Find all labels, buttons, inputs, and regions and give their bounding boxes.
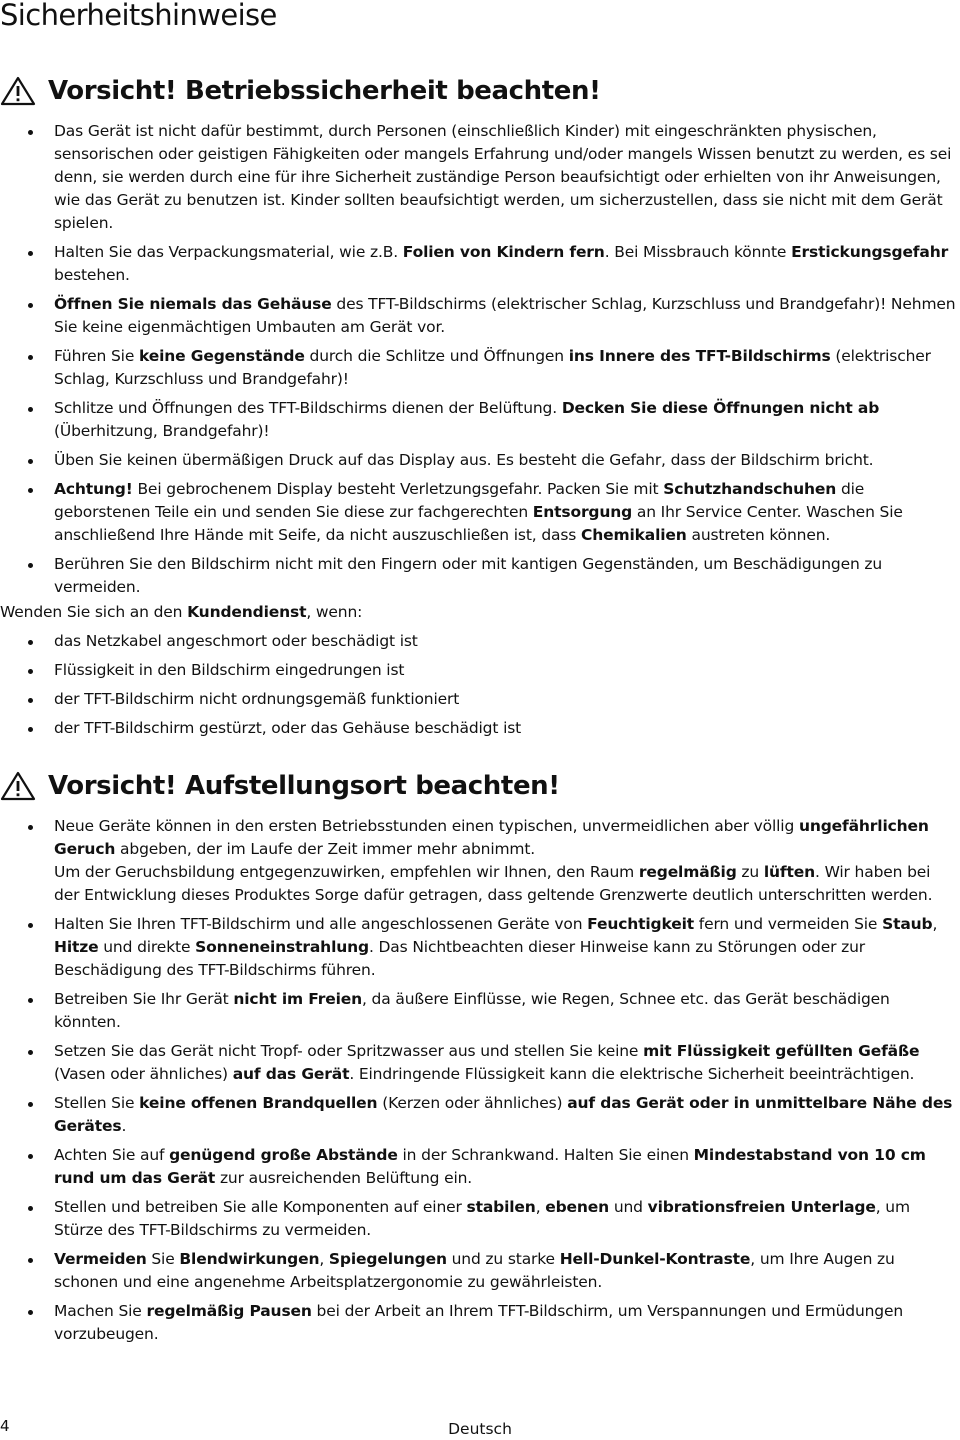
- body-text: an Ihr Service Center. Waschen Sie anschließend Ihre Hände mit Seife, da nicht auszuschließen ist, dass: [54, 503, 903, 544]
- emphasis-text: regelmäßig: [638, 863, 737, 881]
- emphasis-text: Decken Sie diese Öffnungen nicht ab: [561, 399, 880, 417]
- body-text: Berühren Sie den Bildschirm nicht mit den Fingern oder mit kantigen Gegenständen, um Beschädigungen zu vermeiden.: [54, 555, 883, 596]
- emphasis-text: Hitze: [54, 938, 99, 956]
- body-text: Achten Sie auf: [54, 1146, 170, 1164]
- body-text: bestehen.: [54, 266, 130, 284]
- bullet-item: [0, 293, 956, 339]
- body-text: .: [121, 1117, 127, 1135]
- body-text: die geborstenen Teile ein und senden Sie diese zur fachgerechten: [54, 480, 865, 521]
- bullet-item: [0, 1040, 956, 1086]
- body-text: austreten können.: [686, 526, 831, 544]
- emphasis-text: ungefährlichen Geruch: [54, 817, 929, 858]
- emphasis-text: vibrationsfreien Unterlage: [647, 1198, 876, 1216]
- body-text: . Wir haben bei der Entwicklung dieses Produktes Sorge dafür getragen, dass geltende Grenzwerte deutlich unterschritten werden.: [54, 863, 933, 904]
- warning-triangle-icon: [0, 771, 36, 801]
- body-text: (elektrischer Schlag, Kurzschluss und Brandgefahr)!: [54, 347, 931, 388]
- bullet-item: [0, 397, 956, 443]
- emphasis-text: stabilen: [466, 1198, 536, 1216]
- emphasis-text: Blendwirkungen: [179, 1250, 320, 1268]
- body-text: bei der Arbeit an Ihrem TFT-Bildschirm, um Verspannungen und Ermüdungen vorzubeugen.: [54, 1302, 904, 1343]
- body-text: Üben Sie keinen übermäßigen Druck auf das Display aus. Es besteht die Gefahr, dass der Bildschirm bricht.: [54, 451, 874, 469]
- body-text: und direkte: [98, 938, 196, 956]
- bullet-item: [0, 449, 956, 472]
- bullet-item: [0, 1092, 956, 1138]
- body-text: Bei gebrochenem Display besteht Verletzungsgefahr. Packen Sie mit: [132, 480, 664, 498]
- emphasis-text: lüften: [763, 863, 816, 881]
- page-number: 4: [0, 1417, 10, 1435]
- emphasis-text: Mindestabstand von 10 cm rund um das Gerät: [54, 1146, 926, 1187]
- emphasis-text: ebenen: [545, 1198, 610, 1216]
- body-text: Betreiben Sie Ihr Gerät: [54, 990, 234, 1008]
- body-text: . Bei Missbrauch könnte: [604, 243, 792, 261]
- body-text: , da äußere Einflüsse, wie Regen, Schnee etc. das Gerät beschädigen könnten.: [54, 990, 890, 1031]
- body-text: und zu starke: [446, 1250, 560, 1268]
- emphasis-text: auf das Gerät oder in unmittelbare Nähe des Gerätes: [54, 1094, 953, 1135]
- bullet-item: [0, 988, 956, 1034]
- body-text: Neue Geräte können in den ersten Betriebsstunden einen typischen, unvermeidlichen aber völlig: [54, 817, 799, 835]
- section-heading-betriebssicherheit: [0, 76, 601, 106]
- section-heading-text: Vorsicht! Betriebssicherheit beachten!: [48, 76, 601, 106]
- bullet-item: [0, 659, 956, 682]
- bullet-list: [0, 815, 956, 1346]
- body-text: zu: [736, 863, 764, 881]
- emphasis-text: Erstickungsgefahr: [791, 243, 949, 261]
- body-text: und: [609, 1198, 648, 1216]
- emphasis-text: Entsorgung: [532, 503, 633, 521]
- bullet-list: [0, 120, 956, 599]
- body-text: der TFT-Bildschirm nicht ordnungsgemäß funktioniert: [54, 690, 460, 708]
- bullet-item: [0, 1248, 956, 1294]
- footer-language: Deutsch: [448, 1420, 512, 1438]
- body-text: das Netzkabel angeschmort oder beschädigt ist: [54, 632, 418, 650]
- body-text: . Eindringende Flüssigkeit kann die elektrische Sicherheit beeinträchtigen.: [349, 1065, 915, 1083]
- body-text: , um Ihre Augen zu schonen und eine angenehme Arbeitsplatzergonomie zu gewährleisten.: [54, 1250, 895, 1291]
- body-text: (Kerzen oder ähnliches): [377, 1094, 568, 1112]
- body-text: Flüssigkeit in den Bildschirm eingedrungen ist: [54, 661, 405, 679]
- emphasis-text: Schutzhandschuhen: [663, 480, 837, 498]
- body-text: der TFT-Bildschirm gestürzt, oder das Gehäuse beschädigt ist: [54, 719, 522, 737]
- emphasis-text: keine offenen Brandquellen: [139, 1094, 378, 1112]
- body-text: Halten Sie Ihren TFT-Bildschirm und alle angeschlossenen Geräte von: [54, 915, 588, 933]
- bullet-item: [0, 120, 956, 235]
- customer-service-conditions-list: [0, 630, 956, 740]
- body-text: Schlitze und Öffnungen des TFT-Bildschirms dienen der Belüftung.: [54, 399, 562, 417]
- body-text: in der Schrankwand. Halten Sie einen: [397, 1146, 694, 1164]
- emphasis-text: ins Innere des TFT-Bildschirms: [568, 347, 831, 365]
- body-text: , wenn:: [306, 603, 363, 621]
- warning-triangle-icon: [0, 76, 36, 106]
- bullet-item: [0, 717, 956, 740]
- bullet-item: [0, 241, 956, 287]
- page-title: Sicherheitshinweise: [0, 0, 277, 32]
- body-text: (Vasen oder ähnliches): [54, 1065, 233, 1083]
- emphasis-text: Kundendienst: [187, 603, 307, 621]
- body-text: zur ausreichenden Belüftung ein.: [215, 1169, 473, 1187]
- body-text: Wenden Sie sich an den: [0, 603, 188, 621]
- body-text: fern und vermeiden Sie: [694, 915, 883, 933]
- body-text: Machen Sie: [54, 1302, 147, 1320]
- emphasis-text: genügend große Abstände: [169, 1146, 398, 1164]
- section-heading-text: Vorsicht! Aufstellungsort beachten!: [48, 771, 560, 801]
- body-text: Sie: [146, 1250, 180, 1268]
- emphasis-text: Spiegelungen: [328, 1250, 447, 1268]
- emphasis-text: mit Flüssigkeit gefüllten Gefäße: [643, 1042, 920, 1060]
- body-text: Halten Sie das Verpackungsmaterial, wie z.B.: [54, 243, 403, 261]
- bullet-item: [0, 345, 956, 391]
- body-text: Setzen Sie das Gerät nicht Tropf- oder Spritzwasser aus und stellen Sie keine: [54, 1042, 644, 1060]
- emphasis-text: Achtung!: [54, 480, 133, 498]
- bullet-item: [0, 478, 956, 547]
- bullet-item: [0, 1196, 956, 1242]
- section-body-betriebssicherheit: [0, 120, 956, 746]
- customer-service-intro: [0, 601, 956, 624]
- body-text: Stellen Sie: [54, 1094, 140, 1112]
- bullet-item: [0, 815, 956, 907]
- body-text: Stellen und betreiben Sie alle Komponenten auf einer: [54, 1198, 467, 1216]
- body-text: ,: [535, 1198, 546, 1216]
- emphasis-text: Vermeiden: [54, 1250, 147, 1268]
- bullet-item: [0, 688, 956, 711]
- bullet-item: [0, 630, 956, 653]
- emphasis-text: Folien von Kindern fern: [402, 243, 605, 261]
- body-text: Das Gerät ist nicht dafür bestimmt, durch Personen (einschließlich Kinder) mit eingeschränkten physischen, sensorischen oder geistigen Fähigkeiten oder mangels Erfahrung und/oder mangels Wissen benutzt zu werden, es sei denn, sie werden durch eine für ihre Sicherheit zuständige Person beaufsichtigt oder erhielten von ihr Anweisungen, wie das Gerät zu benutzen ist. Kinder sollten beaufsichtigt werden, um sicherzustellen, dass sie nicht mit dem Gerät spielen.: [54, 122, 952, 232]
- emphasis-text: Staub: [882, 915, 933, 933]
- bullet-item: [0, 553, 956, 599]
- bullet-item: [0, 913, 956, 982]
- emphasis-text: keine Gegenstände: [139, 347, 305, 365]
- body-text: Um der Geruchsbildung entgegenzuwirken, empfehlen wir Ihnen, den Raum: [54, 863, 639, 881]
- bullet-item: [0, 1300, 956, 1346]
- body-text: ,: [319, 1250, 329, 1268]
- emphasis-text: Chemikalien: [581, 526, 687, 544]
- body-text: durch die Schlitze und Öffnungen: [304, 347, 569, 365]
- body-text: , um Stürze des TFT-Bildschirms zu vermeiden.: [54, 1198, 910, 1239]
- bullet-item: [0, 1144, 956, 1190]
- emphasis-text: Sonneneinstrahlung: [195, 938, 369, 956]
- emphasis-text: Hell-Dunkel-Kontraste: [559, 1250, 751, 1268]
- body-text: ,: [932, 915, 938, 933]
- section-heading-aufstellungsort: [0, 771, 560, 801]
- body-text: . Das Nichtbeachten dieser Hinweise kann zu Störungen oder zur Beschädigung des TFT-Bildschirms führen.: [54, 938, 865, 979]
- emphasis-text: Feuchtigkeit: [587, 915, 695, 933]
- body-text: (Überhitzung, Brandgefahr)!: [54, 422, 270, 440]
- emphasis-text: Öffnen Sie niemals das Gehäuse: [54, 295, 332, 313]
- section-body-aufstellungsort: [0, 815, 956, 1352]
- body-text: abgeben, der im Laufe der Zeit immer mehr abnimmt.: [115, 840, 536, 858]
- emphasis-text: auf das Gerät: [232, 1065, 350, 1083]
- emphasis-text: nicht im Freien: [233, 990, 362, 1008]
- body-text: Führen Sie: [54, 347, 139, 365]
- body-text: des TFT-Bildschirms (elektrischer Schlag, Kurzschluss und Brandgefahr)! Nehmen Sie keine eigenmächtigen Umbauten am Gerät vor.: [54, 295, 956, 336]
- emphasis-text: regelmäßig Pausen: [146, 1302, 312, 1320]
